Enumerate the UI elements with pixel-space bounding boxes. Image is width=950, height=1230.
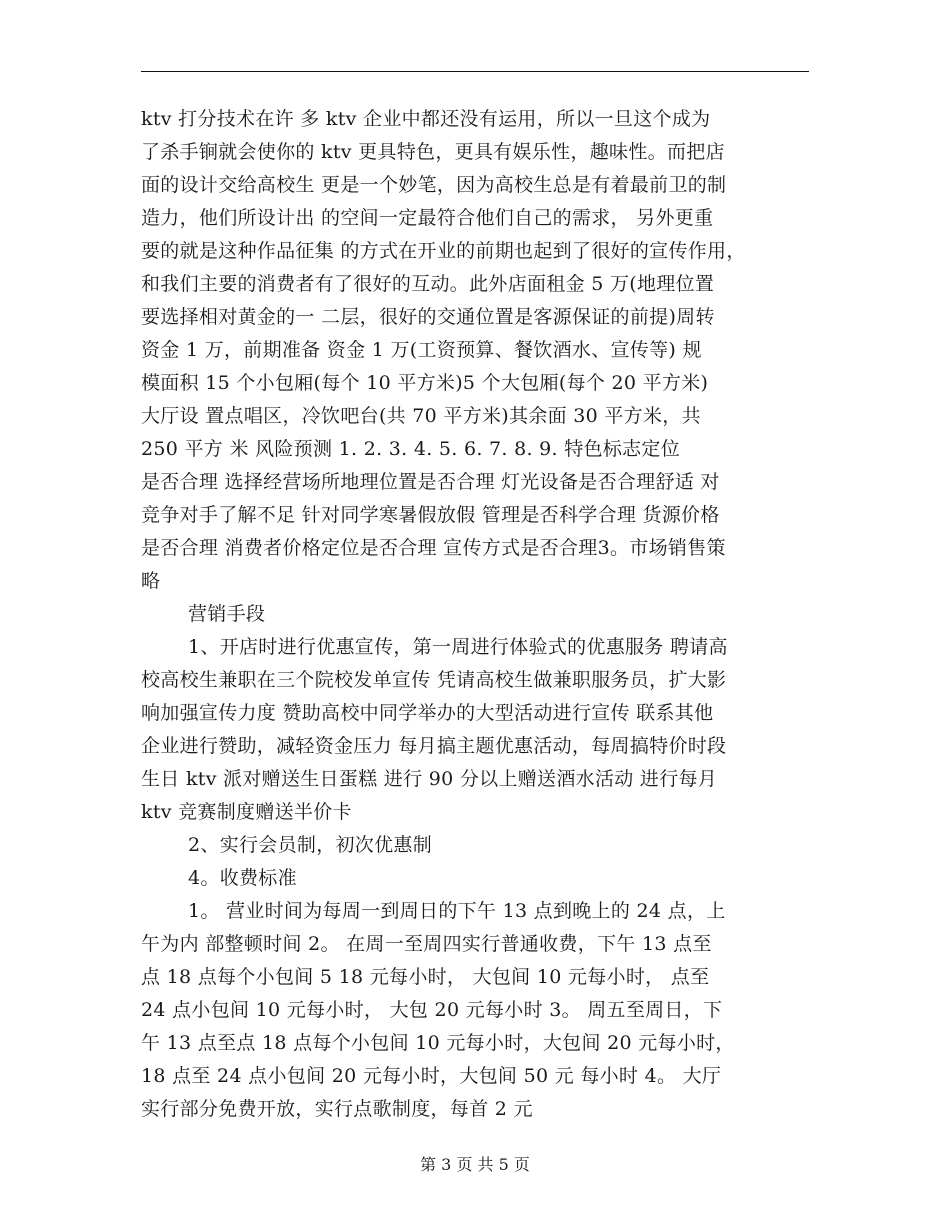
text-line: 校高校生兼职在三个院校发单宣传 凭请高校生做兼职服务员，扩大影	[141, 669, 727, 691]
paragraph-fees	[141, 895, 809, 1126]
text-line: 要选择相对黄金的一 二层，很好的交通位置是客源保证的前提)周转	[141, 306, 715, 328]
list-item-membership: 2、实行会员制，初次优惠制	[188, 834, 432, 856]
text-line: 要的就是这种作品征集 的方式在开业的前期也起到了很好的宣传作用，	[141, 240, 746, 262]
text-line: 是否合理 消费者价格定位是否合理 宣传方式是否合理3。市场销售策	[141, 537, 726, 559]
text-line: 生日 ktv 派对赠送生日蛋糕 进行 90 分以上赠送酒水活动 进行每月	[141, 768, 718, 790]
text-line: 点 18 点每个小包间 5 18 元每小时， 大包间 10 元每小时， 点至	[141, 966, 710, 988]
text-line: 250 平方 米 风险预测 1. 2. 3. 4. 5. 6. 7. 8. 9. 特色标志定位	[141, 438, 681, 460]
text-line: 大厅设 置点唱区，冷饮吧台(共 70 平方米)其余面 30 平方米，共	[141, 405, 701, 427]
text-line: 了杀手锏就会使你的 ktv 更具特色，更具有娱乐性，趣味性。而把店	[141, 141, 725, 163]
page-body	[141, 103, 809, 1126]
paragraph-overview	[141, 103, 809, 598]
text-line: 1。 营业时间为每周一到周日的下午 13 点到晚上的 24 点，上	[188, 900, 726, 922]
text-line: 和我们主要的消费者有了很好的互动。此外店面租金 5 万(地理位置	[141, 273, 715, 295]
text-line: 1、开店时进行优惠宣传，第一周进行体验式的优惠服务 聘请高	[188, 636, 728, 658]
text-line: 竞争对手了解不足 针对同学寒暑假放假 管理是否科学合理 货源价格	[141, 504, 720, 526]
section-heading-fees: 4。收费标准	[188, 867, 297, 889]
text-line: 午为内 部整顿时间 2。 在周一至周四实行普通收费，下午 13 点至	[141, 933, 712, 955]
text-line: 是否合理 选择经营场所地理位置是否合理 灯光设备是否合理舒适 对	[141, 471, 720, 493]
section-heading-marketing: 营销手段	[188, 603, 266, 625]
header-rule	[141, 71, 809, 72]
page-number-footer: 第 3 页 共 5 页	[420, 1155, 530, 1174]
text-line: 面的设计交给高校生 更是一个妙笔，因为高校生总是有着最前卫的制	[141, 174, 727, 196]
text-line: 资金 1 万，前期准备 资金 1 万(工资预算、餐饮酒水、宣传等) 规	[141, 339, 702, 361]
text-line: 响加强宣传力度 赞助高校中同学举办的大型活动进行宣传 联系其他	[141, 702, 714, 724]
text-line: 略	[141, 570, 161, 592]
text-line: 午 13 点至点 18 点每个小包间 10 元每小时，大包间 20 元每小时，	[141, 1032, 735, 1054]
text-line: 模面积 15 个小包厢(每个 10 平方米)5 个大包厢(每个 20 平方米)	[141, 372, 709, 394]
text-line: 18 点至 24 点小包间 20 元每小时，大包间 50 元 每小时 4。 大厅	[141, 1065, 722, 1087]
paragraph-marketing	[141, 631, 809, 829]
text-line: 实行部分免费开放，实行点歌制度，每首 2 元	[141, 1098, 533, 1120]
text-line: 企业进行赞助，减轻资金压力 每月搞主题优惠活动，每周搞特价时段	[141, 735, 727, 757]
text-line: ktv 竞赛制度赠送半价卡	[141, 801, 352, 823]
text-line: 24 点小包间 10 元每小时， 大包 20 元每小时 3。 周五至周日，下	[141, 999, 723, 1021]
text-line: ktv 打分技术在许 多 ktv 企业中都还没有运用，所以一旦这个成为	[141, 108, 711, 130]
text-line: 造力，他们所设计出 的空间一定最符合他们自己的需求， 另外更重	[141, 207, 714, 229]
